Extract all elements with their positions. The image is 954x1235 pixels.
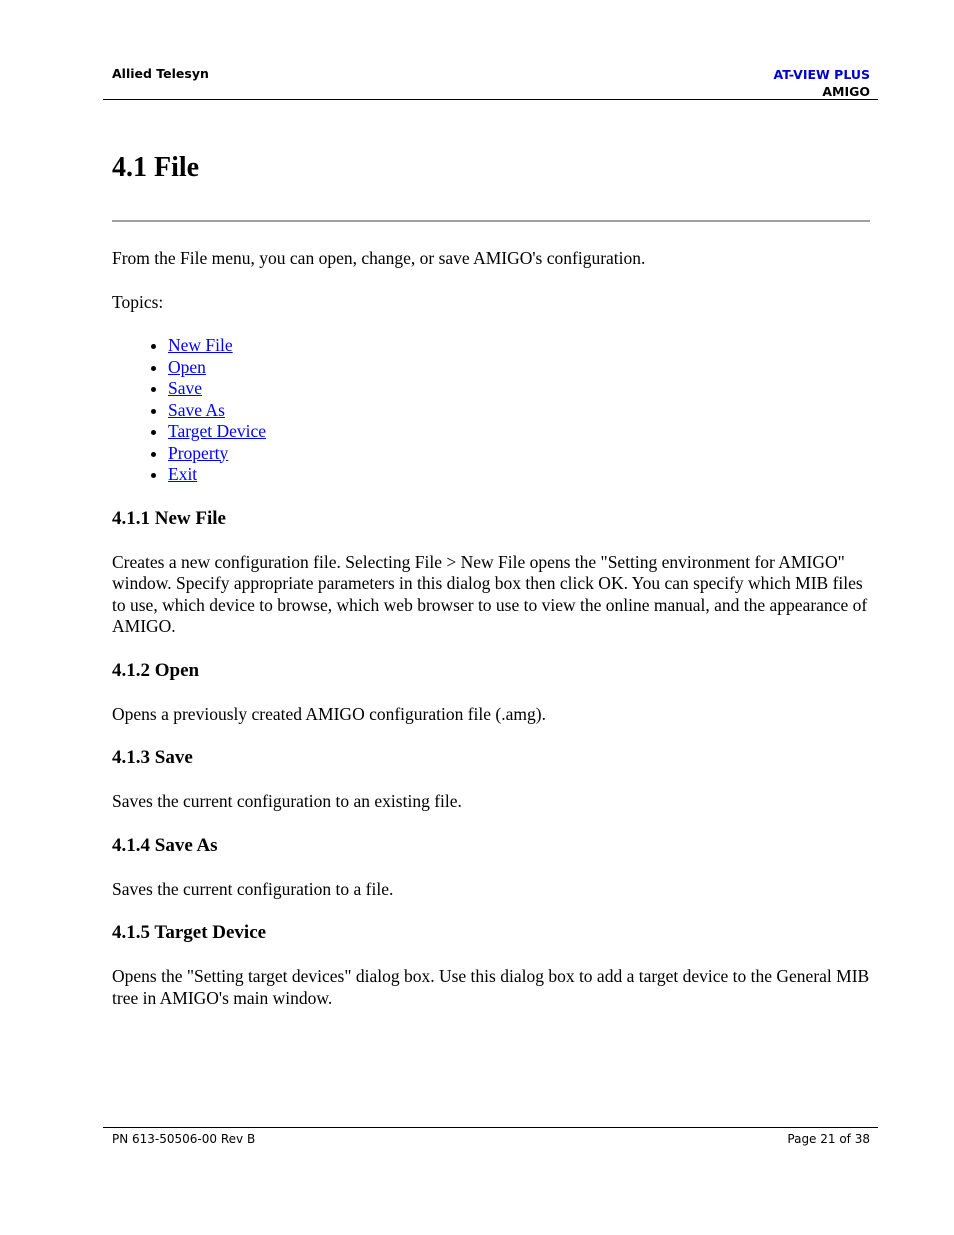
page-title: 4.1 File	[112, 152, 200, 183]
footer-page-number: Page 21 of 38	[787, 1132, 870, 1146]
title-divider	[112, 220, 870, 222]
list-item	[168, 335, 872, 357]
section-body-target-device: Opens the "Setting target devices" dialog box. Use this dialog box to add a target device to the General MIB tree in AMIGO's main window.	[112, 966, 870, 1008]
intro-paragraph: From the File menu, you can open, change, or save AMIGO's configuration.	[112, 248, 646, 268]
list-item	[168, 400, 872, 422]
section-body-save-as: Saves the current configuration to a file.	[112, 878, 394, 899]
section-heading-target-device: 4.1.5 Target Device	[112, 922, 267, 943]
section-heading-save-as: 4.1.4 Save As	[112, 834, 218, 856]
section-body-open: Opens a previously created AMIGO configuration file (.amg).	[112, 703, 546, 724]
header-module: AMIGO	[822, 84, 870, 99]
topic-link-open[interactable]: Open	[168, 356, 206, 377]
topic-link-save-as[interactable]: Save As	[168, 399, 225, 420]
topic-link-save[interactable]: Save	[168, 378, 203, 398]
section-body-new-file: Creates a new configuration file. Selecting File > New File opens the "Setting environment for AMIGO" window. Specify appropriate parameters in this dialog box then click OK. You can specify which MIB files to use, which device to browse, which web browser to use to view the online manual, and the appearance of AMIGO.	[112, 551, 868, 636]
header-divider	[103, 99, 878, 100]
header-company: Allied Telesyn	[112, 66, 209, 81]
topic-link-new-file[interactable]: New File	[168, 335, 233, 355]
list-item	[168, 464, 872, 486]
topic-link-target-device[interactable]: Target Device	[168, 421, 267, 441]
footer-divider	[103, 1127, 878, 1128]
list-item	[168, 357, 872, 379]
footer-part-number: PN 613-50506-00 Rev B	[112, 1132, 256, 1146]
topic-link-exit[interactable]: Exit	[168, 464, 198, 484]
list-item	[168, 378, 872, 400]
section-heading-save: 4.1.3 Save	[112, 747, 193, 768]
list-item	[168, 421, 872, 443]
section-body-save: Saves the current configuration to an existing file.	[112, 791, 462, 811]
topic-link-property[interactable]: Property	[168, 442, 229, 463]
header-product: AT-VIEW PLUS	[773, 67, 870, 82]
document-body	[112, 248, 872, 1031]
section-heading-open: 4.1.2 Open	[112, 659, 200, 681]
list-item	[168, 443, 872, 465]
topics-list	[112, 335, 872, 486]
section-heading-new-file: 4.1.1 New File	[112, 507, 226, 529]
topics-label: Topics:	[112, 291, 164, 312]
header-product-block	[773, 66, 870, 100]
